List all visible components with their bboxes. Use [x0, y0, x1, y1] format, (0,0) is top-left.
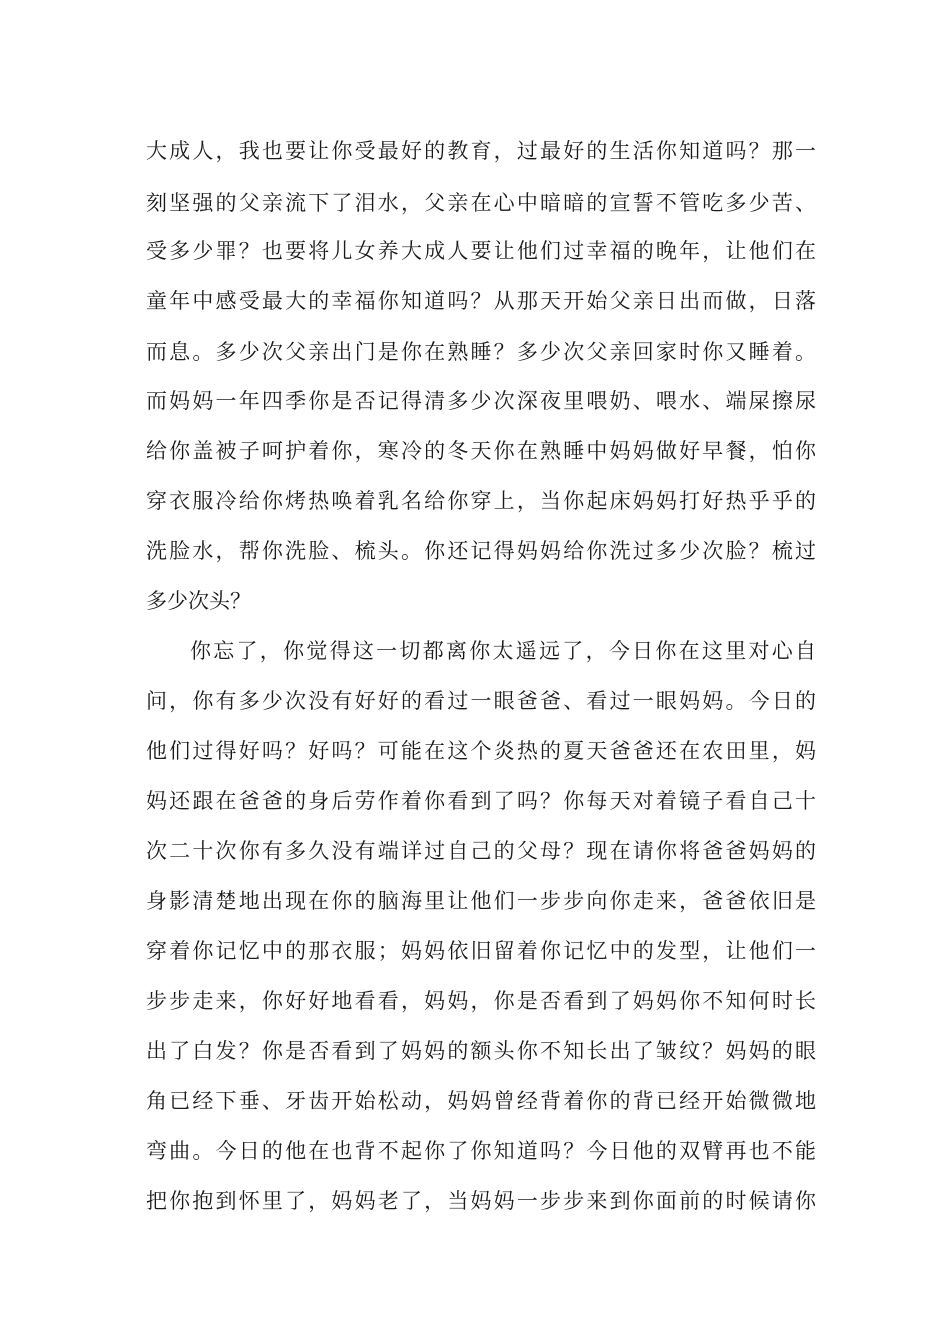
text-line: 穿着你记忆中的那衣服；妈妈依旧留着你记忆中的发型，让他们一 [146, 939, 816, 963]
text-line: 多少次头？ [146, 589, 251, 613]
text-line: 身影清楚地出现在你的脑海里让他们一步步向你走来，爸爸依旧是 [146, 889, 816, 913]
text-line: 角已经下垂、牙齿开始松动，妈妈曾经背着你的背已经开始微微地 [146, 1089, 816, 1113]
text-line: 穿衣服冷给你烤热唤着乳名给你穿上，当你起床妈妈打好热乎乎的 [146, 489, 816, 513]
text-line: 刻坚强的父亲流下了泪水，父亲在心中暗暗的宣誓不管吃多少苦、 [146, 191, 816, 215]
text-line: 弯曲。今日的他在也背不起你了你知道吗？今日他的双臂再也不能 [146, 1139, 816, 1163]
text-line: 问，你有多少次没有好好的看过一眼爸爸、看过一眼妈妈。今日的 [146, 689, 816, 713]
text-line: 而息。多少次父亲出门是你在熟睡？多少次父亲回家时你又睡着。 [146, 340, 816, 364]
text-line: 出了白发？你是否看到了妈妈的额头你不知长出了皱纹？妈妈的眼 [146, 1039, 816, 1063]
text-line: 大成人，我也要让你受最好的教育，过最好的生活你知道吗？那一 [146, 139, 816, 163]
text-line: 他们过得好吗？好吗？可能在这个炎热的夏天爸爸还在农田里，妈 [146, 739, 816, 763]
text-line: 你忘了，你觉得这一切都离你太遥远了，今日你在这里对心自 [190, 639, 816, 663]
text-line: 而妈妈一年四季你是否记得清多少次深夜里喂奶、喂水、端屎擦尿 [146, 389, 816, 413]
text-line: 把你抱到怀里了，妈妈老了，当妈妈一步步来到你面前的时候请你 [146, 1189, 816, 1213]
text-line: 童年中感受最大的幸福你知道吗？从那天开始父亲日出而做，日落 [146, 289, 816, 313]
text-line: 妈还跟在爸爸的身后劳作着你看到了吗？你每天对着镜子看自己十 [146, 789, 816, 813]
text-line: 次二十次你有多久没有端详过自己的父母？现在请你将爸爸妈妈的 [146, 839, 816, 863]
text-line: 受多少罪？也要将儿女养大成人要让他们过幸福的晚年，让他们在 [146, 239, 816, 263]
text-line: 步步走来，你好好地看看，妈妈，你是否看到了妈妈你不知何时长 [146, 989, 816, 1013]
text-line: 洗脸水，帮你洗脸、梳头。你还记得妈妈给你洗过多少次脸？梳过 [146, 539, 816, 563]
text-line: 给你盖被子呵护着你，寒冷的冬天你在熟睡中妈妈做好早餐，怕你 [146, 439, 816, 463]
